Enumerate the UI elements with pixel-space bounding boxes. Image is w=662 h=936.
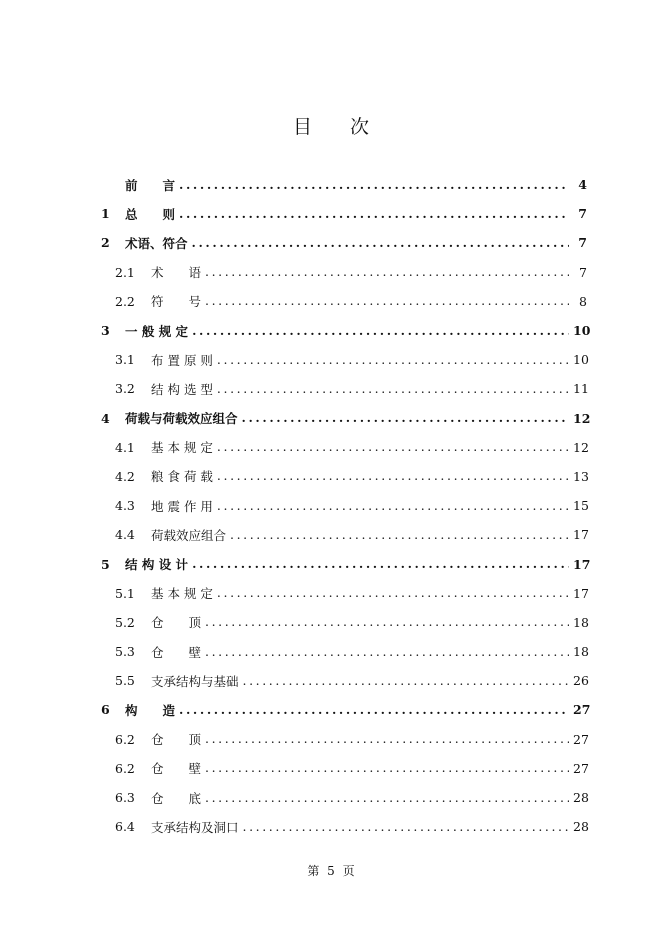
toc-dot-leader xyxy=(205,265,569,279)
toc-entry-title: 仓 顶 xyxy=(151,615,202,631)
toc-dot-leader xyxy=(205,645,569,659)
toc-dot-leader xyxy=(192,236,569,250)
toc-section-entry[interactable] xyxy=(101,666,587,695)
toc-entry-page: 28 xyxy=(573,790,589,806)
toc-entry-number: 4.4 xyxy=(115,527,135,543)
toc-entry-page: 27 xyxy=(573,760,589,776)
toc-entry-page: 7 xyxy=(579,264,587,280)
toc-entry-title: 地 震 作 用 xyxy=(151,498,213,514)
toc-entry-number: 5.1 xyxy=(115,585,135,601)
toc-entry-title: 基 本 规 定 xyxy=(151,440,213,456)
toc-dot-leader xyxy=(192,324,569,338)
toc-entry-number: 3.1 xyxy=(115,352,135,368)
toc-entry-title: 仓 壁 xyxy=(151,761,202,777)
toc-chapter-entry[interactable] xyxy=(101,228,587,257)
toc-dot-leader xyxy=(243,674,569,688)
toc-entry-title: 构 造 xyxy=(125,702,176,718)
toc-section-entry[interactable] xyxy=(101,725,587,754)
toc-chapter-entry[interactable] xyxy=(101,549,591,578)
toc-entry-page: 18 xyxy=(573,614,589,630)
toc-entry-page: 27 xyxy=(573,702,591,718)
toc-dot-leader xyxy=(179,703,569,717)
toc-entry-page: 17 xyxy=(573,527,589,543)
page-number-footer: 第 5 页 xyxy=(307,864,355,878)
toc-section-entry[interactable] xyxy=(101,462,587,491)
toc-entry-number: 4.3 xyxy=(115,498,135,514)
toc-section-entry[interactable] xyxy=(101,345,587,374)
toc-entry-number: 6.4 xyxy=(115,819,135,835)
toc-entry-page: 12 xyxy=(573,439,589,455)
toc-entry-page: 17 xyxy=(573,556,591,572)
toc-entry-page: 18 xyxy=(573,644,589,660)
toc-dot-leader xyxy=(217,499,569,513)
toc-dot-leader xyxy=(205,791,569,805)
toc-dot-leader xyxy=(230,528,569,542)
toc-entry-title: 仓 壁 xyxy=(151,644,202,660)
toc-entry-title: 前 言 xyxy=(125,177,176,193)
toc-section-entry[interactable] xyxy=(101,374,587,403)
toc-section-entry[interactable] xyxy=(101,258,587,287)
toc-section-entry[interactable] xyxy=(101,491,587,520)
toc-entry-number: 4.2 xyxy=(115,468,135,484)
toc-dot-leader xyxy=(217,353,569,367)
toc-entry-page: 4 xyxy=(578,177,587,193)
toc-dot-leader xyxy=(217,440,569,454)
toc-entry-number: 1 xyxy=(101,206,110,222)
toc-entry-number: 6 xyxy=(101,702,110,718)
toc-entry-number: 4 xyxy=(101,410,110,426)
toc-entry-title: 支承结构及洞口 xyxy=(151,819,239,835)
toc-entry-title: 总 则 xyxy=(125,206,176,222)
toc-dot-leader xyxy=(217,382,569,396)
toc-entry-number: 4.1 xyxy=(115,439,135,455)
toc-entry-page: 10 xyxy=(573,352,589,368)
toc-entry-page: 8 xyxy=(579,293,587,309)
toc-section-entry[interactable] xyxy=(101,520,587,549)
toc-dot-leader xyxy=(192,557,569,571)
toc-chapter-entry[interactable] xyxy=(101,170,587,199)
toc-entry-page: 11 xyxy=(573,381,589,397)
toc-entry-page: 12 xyxy=(573,410,591,426)
toc-section-entry[interactable] xyxy=(101,812,587,841)
toc-entry-number: 5.3 xyxy=(115,644,135,660)
toc-section-entry[interactable] xyxy=(101,754,587,783)
toc-dot-leader xyxy=(242,411,569,425)
toc-entry-number: 6.2 xyxy=(115,760,135,776)
toc-entry-title: 基 本 规 定 xyxy=(151,586,213,602)
toc-entry-title: 荷载效应组合 xyxy=(151,527,227,543)
toc-entry-number: 5.5 xyxy=(115,673,135,689)
toc-entry-page: 15 xyxy=(573,498,589,514)
toc-chapter-entry[interactable] xyxy=(101,316,591,345)
toc-entry-page: 10 xyxy=(573,323,591,339)
toc-entry-number: 5.2 xyxy=(115,614,135,630)
toc-section-entry[interactable] xyxy=(101,287,587,316)
toc-chapter-entry[interactable] xyxy=(101,695,591,724)
toc-entry-page: 7 xyxy=(578,206,587,222)
toc-dot-leader xyxy=(179,178,569,192)
toc-entry-page: 7 xyxy=(578,235,587,251)
toc-dot-leader xyxy=(205,761,569,775)
toc-dot-leader xyxy=(179,207,569,221)
toc-dot-leader xyxy=(205,294,569,308)
table-of-contents xyxy=(101,170,591,841)
toc-entry-title: 结 构 设 计 xyxy=(125,557,189,573)
toc-chapter-entry[interactable] xyxy=(101,404,591,433)
toc-section-entry[interactable] xyxy=(101,433,587,462)
toc-entry-number: 6.3 xyxy=(115,790,135,806)
toc-section-entry[interactable] xyxy=(101,579,587,608)
toc-entry-page: 28 xyxy=(573,819,589,835)
toc-entry-number: 2.2 xyxy=(115,293,135,309)
toc-entry-title: 一 般 规 定 xyxy=(125,323,189,339)
toc-entry-title: 术 语 xyxy=(151,265,202,281)
toc-section-entry[interactable] xyxy=(101,608,587,637)
toc-chapter-entry[interactable] xyxy=(101,199,587,228)
toc-entry-title: 支承结构与基础 xyxy=(151,673,239,689)
toc-entry-title: 荷载与荷载效应组合 xyxy=(125,411,238,427)
toc-entry-page: 27 xyxy=(573,731,589,747)
toc-section-entry[interactable] xyxy=(101,783,587,812)
toc-entry-title: 仓 底 xyxy=(151,790,202,806)
toc-entry-title: 结 构 选 型 xyxy=(151,381,213,397)
toc-entry-number: 3.2 xyxy=(115,381,135,397)
toc-entry-title: 术语、符合 xyxy=(125,235,188,251)
toc-dot-leader xyxy=(217,586,569,600)
toc-entry-title: 布 置 原 则 xyxy=(151,352,213,368)
toc-entry-title: 仓 顶 xyxy=(151,732,202,748)
toc-dot-leader xyxy=(217,469,569,483)
toc-entry-number: 2.1 xyxy=(115,264,135,280)
toc-entry-number: 3 xyxy=(101,323,110,339)
toc-entry-page: 13 xyxy=(573,468,589,484)
toc-dot-leader xyxy=(243,820,569,834)
toc-entry-page: 26 xyxy=(573,673,589,689)
toc-dot-leader xyxy=(205,732,569,746)
toc-entry-page: 17 xyxy=(573,585,589,601)
toc-entry-number: 5 xyxy=(101,556,110,572)
page-title: 目 次 xyxy=(292,116,369,138)
toc-section-entry[interactable] xyxy=(101,637,587,666)
toc-entry-title: 符 号 xyxy=(151,294,202,310)
toc-entry-title: 粮 食 荷 载 xyxy=(151,469,213,485)
toc-dot-leader xyxy=(205,615,569,629)
toc-entry-number: 6.2 xyxy=(115,731,135,747)
toc-entry-number: 2 xyxy=(101,235,110,251)
